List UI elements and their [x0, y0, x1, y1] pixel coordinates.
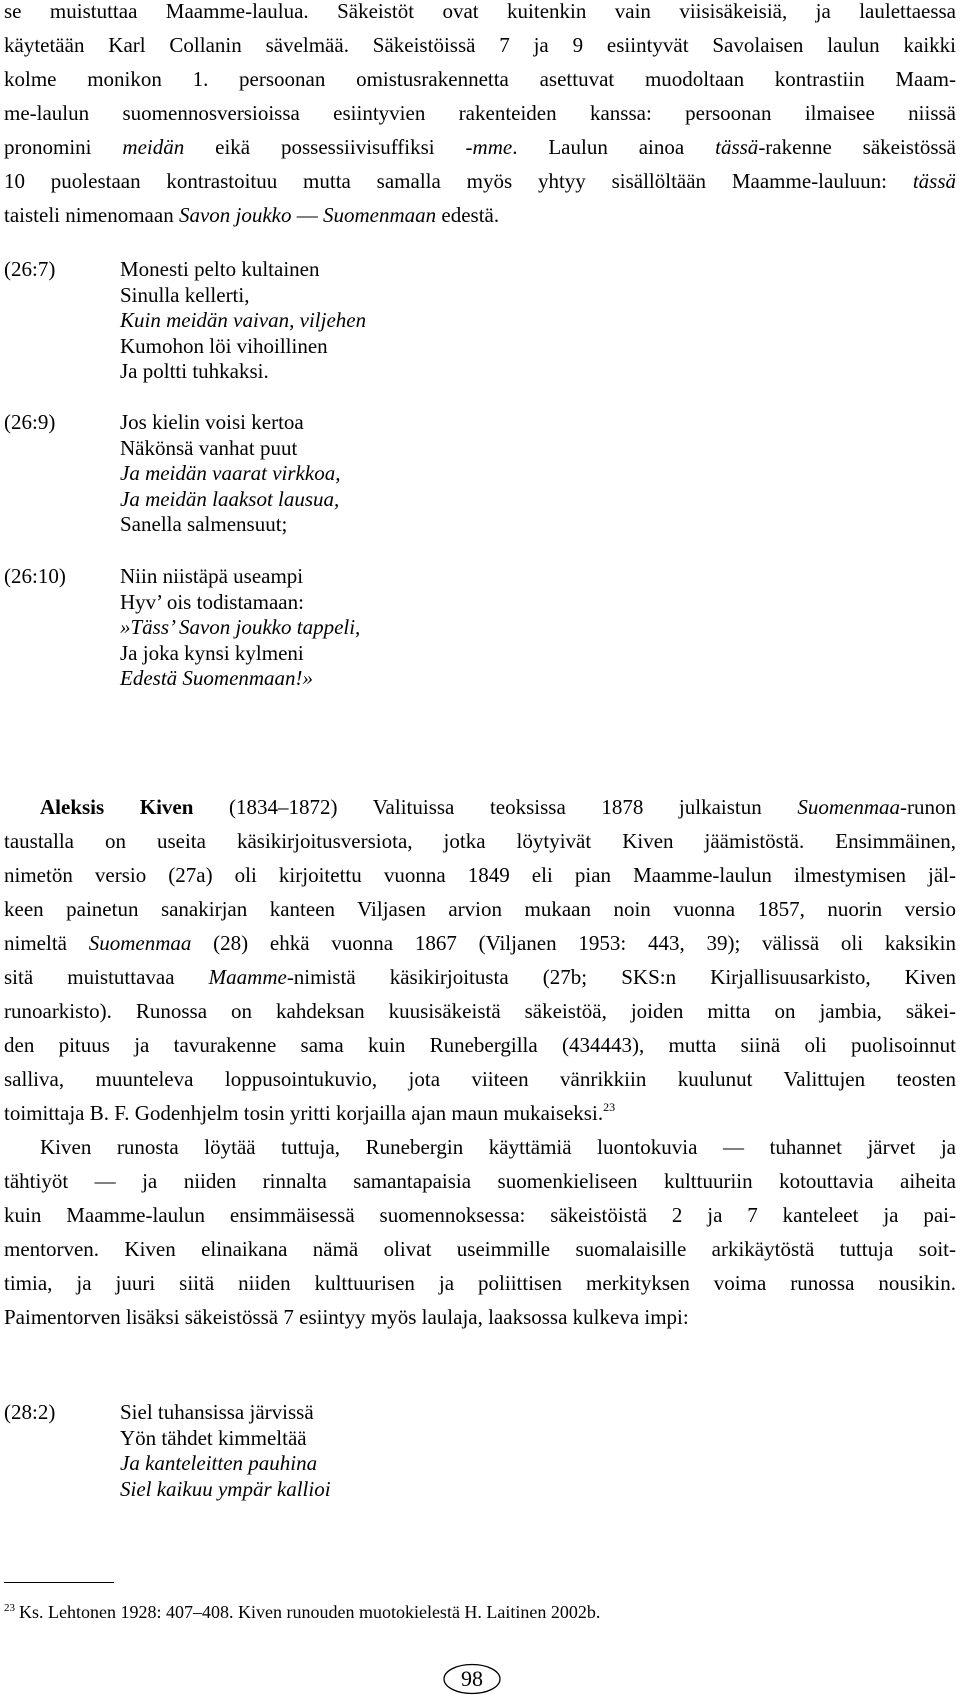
verse-line: Ja joka kynsi kylmeni — [120, 640, 304, 665]
runo-paragraph — [4, 1130, 956, 1334]
poem-reference: (26:9) — [4, 410, 56, 434]
poem-lines — [120, 564, 360, 692]
text-line: käytetään Karl Collanin sävelmää. Säkeistöissä 7 ja 9 esiintyvät Savolaisen laulun kaikki — [4, 33, 956, 57]
text-line: se muistuttaa Maamme-laulua. Säkeistöt ovat kuitenkin vain viisisäkeisiä, ja laulettaessa — [4, 0, 956, 23]
footnote-text: Ks. Lehtonen 1928: 407–408. Kiven runouden muotokielestä H. Laitinen 2002b. — [19, 1602, 601, 1622]
text-line: kolme monikon 1. persoonan omistusrakennetta asettuvat muodoltaan kontrastiin Maam- — [4, 67, 956, 91]
verse-line: Yön tähdet kimmeltää — [120, 1425, 307, 1450]
text-line: den pituus ja tavurakenne sama kuin Runebergilla (434443), mutta siinä oli puolisoinnut — [4, 1033, 956, 1057]
text-line: taustalla on useita käsikirjoitusversiota, jotka löytyivät Kiven jäämistöstä. Ensimmäinen, — [4, 829, 956, 853]
poem-reference: (28:2) — [4, 1400, 56, 1424]
footnote-reference: 23 — [603, 1100, 616, 1114]
text-line: nimeltä Suomenmaa (28) ehkä vuonna 1867 (Viljanen 1953: 443, 39); välissä oli kaksikin — [4, 931, 957, 955]
footnote-divider — [4, 1582, 114, 1583]
verse-line: Ja kanteleitten pauhina — [120, 1451, 318, 1476]
text-line: timia, ja juuri siitä niiden kulttuurisen ja poliittisen merkityksen voima runossa nousikin. — [4, 1271, 956, 1295]
verse-line: Edestä Suomenmaan!» — [120, 666, 314, 691]
text-line: keen painetun sanakirjan kanteen Viljasen arvion mukaan noin vuonna 1857, nuorin versio — [4, 897, 956, 921]
verse-line: Jos kielin voisi kertoa — [120, 410, 304, 434]
text-line: Kiven runosta löytää tuttuja, Runebergin käyttämiä luontokuvia — tuhannet järvet ja — [40, 1135, 956, 1159]
poem-lines — [120, 1400, 331, 1502]
text-line: 10 puolestaan kontrastoituu mutta samalla myös yhtyy sisällöltään Maamme-lauluun: tässä — [4, 169, 956, 193]
verse-line: »Täss’ Savon joukko tappeli, — [120, 615, 361, 640]
intro-paragraph — [4, 0, 956, 232]
verse-line: Ja poltti tuhkaksi. — [120, 359, 269, 384]
verse-line: Siel kaikuu ympär kallioi — [120, 1476, 331, 1501]
verse-line: Kumohon löi vihoillinen — [120, 333, 328, 358]
poem-lines — [120, 257, 366, 385]
kivi-paragraph — [4, 790, 956, 1130]
text-line: nimetön versio (27a) oli kirjoitettu vuonna 1849 eli pian Maamme-laulun ilmestymisen jäl- — [4, 863, 956, 887]
page-number — [442, 1663, 502, 1695]
text-line: me-laulun suomennosversioissa esiintyvien rakenteiden kanssa: persoonan ilmaisee niissä — [4, 101, 956, 125]
verse-line: Ja meidän laaksot lausua, — [120, 486, 340, 511]
text-line: pronomini meidän eikä possessiivisuffiksi -mme. Laulun ainoa tässä-rakenne säkeistössä — [4, 135, 956, 159]
verse-line: Siel tuhansissa järvissä — [120, 1400, 314, 1424]
verse-line: Niin niistäpä useampi — [120, 564, 304, 588]
verse-line: Kuin meidän vaivan, viljehen — [120, 308, 367, 333]
text-line: Aleksis Kiven (1834–1872) Valituissa teoksissa 1878 julkaistun Suomenmaa-runon — [40, 795, 956, 819]
page-number-text: 98 — [461, 1666, 483, 1691]
verse-line: Hyv’ ois todistamaan: — [120, 589, 304, 614]
footnote-number: 23 — [4, 1602, 15, 1614]
text-line: Paimentorven lisäksi säkeistössä 7 esiintyy myös laulaja, laaksossa kulkeva impi: — [4, 1305, 689, 1329]
poem-reference: (26:7) — [4, 257, 56, 281]
poem-lines — [120, 410, 340, 538]
verse-line: Sinulla kellerti, — [120, 282, 250, 307]
text-line: kuin Maamme-laulun ensimmäisessä suomennoksessa: säkeistöistä 2 ja 7 kanteleet ja pai- — [4, 1203, 956, 1227]
text-line: sitä muistuttavaa Maamme-nimistä käsikirjoitusta (27b; SKS:n Kirjallisuusarkisto, Kiven — [4, 965, 956, 989]
text-line: taisteli nimenomaan Savon joukko — Suomenmaan edestä. — [4, 203, 500, 227]
text-line: mentorven. Kiven elinaikana nämä olivat useimmille suomalaisille arkikäytöstä tuttuja soit- — [4, 1237, 956, 1261]
verse-line: Näkönsä vanhat puut — [120, 435, 298, 460]
text-line: toimittaja B. F. Godenhjelm tosin yritti korjailla ajan maun mukaiseksi.$^{23}$ — [4, 1100, 616, 1125]
footnote — [4, 1597, 600, 1623]
text-line: runoarkisto). Runossa on kahdeksan kuusisäkeistä säkeistöä, joiden mitta on jambia, säkei- — [4, 999, 956, 1023]
text-line: salliva, muunteleva loppusointukuvio, jota viiteen vänrikkiin kuulunut Valittujen teosten — [4, 1067, 956, 1091]
verse-line: Sanella salmensuut; — [120, 512, 288, 537]
poem-reference: (26:10) — [4, 564, 66, 588]
verse-line: Monesti pelto kultainen — [120, 257, 320, 281]
verse-line: Ja meidän vaarat virkkoa, — [120, 461, 341, 486]
text-line: tähtiyöt — ja niiden rinnalta samantapaisia suomenkieliseen kulttuuriin kotouttavia aiheita — [4, 1169, 956, 1193]
